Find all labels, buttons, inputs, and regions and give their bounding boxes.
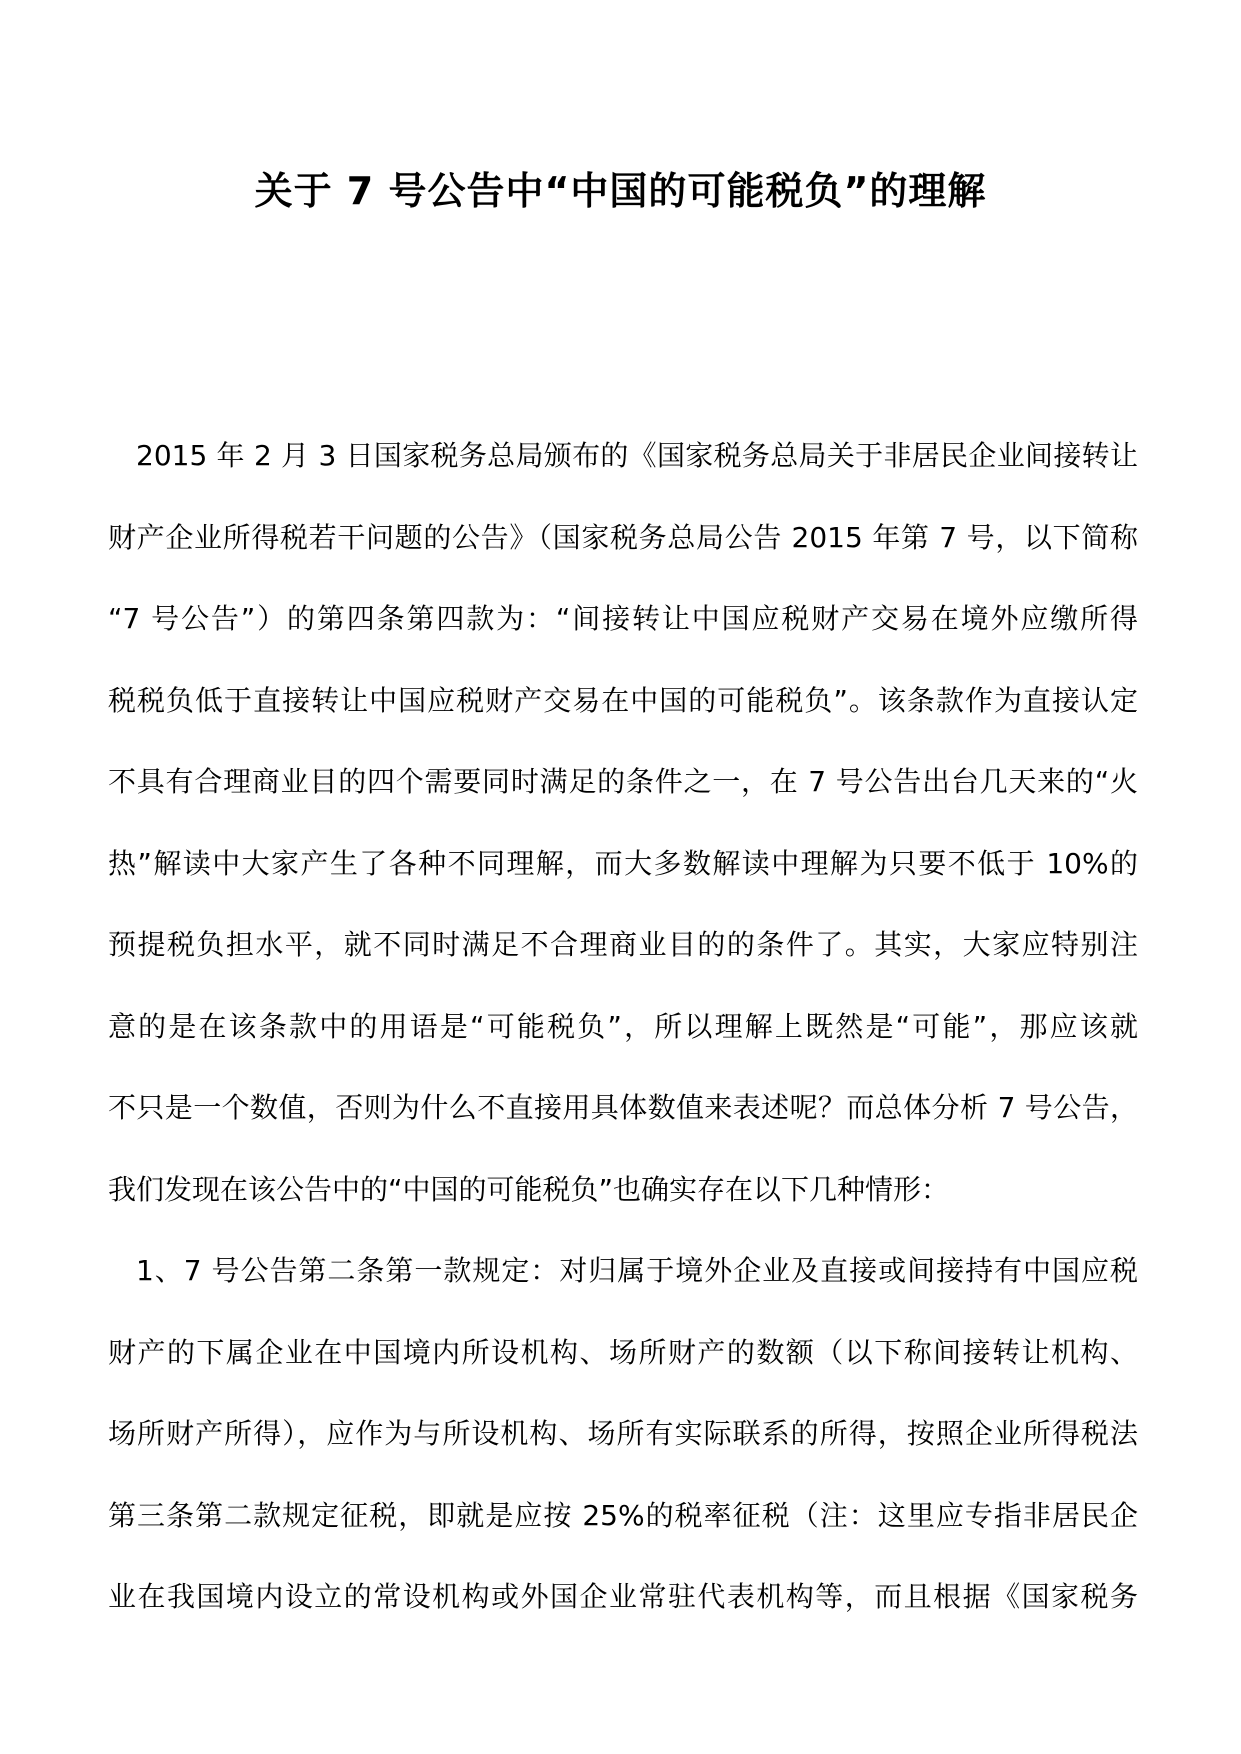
paragraph-line: 不只是一个数值，否则为什么不直接用具体数值来表述呢？而总体分析 7 号公告， — [108, 1091, 1138, 1124]
paragraph-line: 业在我国境内设立的常设机构或外国企业常驻代表机构等，而且根据《国家税务 — [108, 1580, 1138, 1613]
paragraph-line: “7 号公告”）的第四条第四款为：“间接转让中国应税财产交易在境外应缴所得 — [108, 602, 1138, 635]
paragraph-line: 财产的下属企业在中国境内所设机构、场所财产的数额（以下称间接转让机构、 — [108, 1335, 1138, 1369]
paragraph-line: 税税负低于直接转让中国应税财产交易在中国的可能税负”。该条款作为直接认定 — [108, 683, 1138, 717]
paragraph-line: 不具有合理商业目的四个需要同时满足的条件之一，在 7 号公告出台几天来的“火 — [108, 765, 1138, 798]
document-title: 关于 7 号公告中“中国的可能税负”的理解 — [254, 169, 987, 213]
paragraph-line: 场所财产所得），应作为与所设机构、场所有实际联系的所得，按照企业所得税法 — [108, 1417, 1138, 1450]
document-body — [108, 436, 1138, 1659]
paragraph-line: 我们发现在该公告中的“中国的可能税负”也确实存在以下几种情形： — [108, 1172, 950, 1206]
paragraph-line: 意的是在该条款中的用语是“可能税负”，所以理解上既然是“可能”，那应该就 — [108, 1009, 1138, 1043]
paragraph-line: 1、7 号公告第二条第一款规定：对归属于境外企业及直接或间接持有中国应税 — [136, 1254, 1138, 1287]
paragraph-line: 财产企业所得税若干问题的公告》（国家税务总局公告 2015 年第 7 号，以下简称 — [108, 520, 1138, 554]
paragraph-line: 2015 年 2 月 3 日国家税务总局颁布的《国家税务总局关于非居民企业间接转让 — [136, 439, 1138, 472]
paragraph-line: 预提税负担水平，就不同时满足不合理商业目的的条件了。其实，大家应特别注 — [108, 928, 1138, 961]
paragraph-line: 第三条第二款规定征税，即就是应按 25%的税率征税（注：这里应专指非居民企 — [108, 1498, 1138, 1532]
paragraph-line: 热”解读中大家产生了各种不同理解，而大多数解读中理解为只要不低于 10%的 — [108, 846, 1138, 880]
